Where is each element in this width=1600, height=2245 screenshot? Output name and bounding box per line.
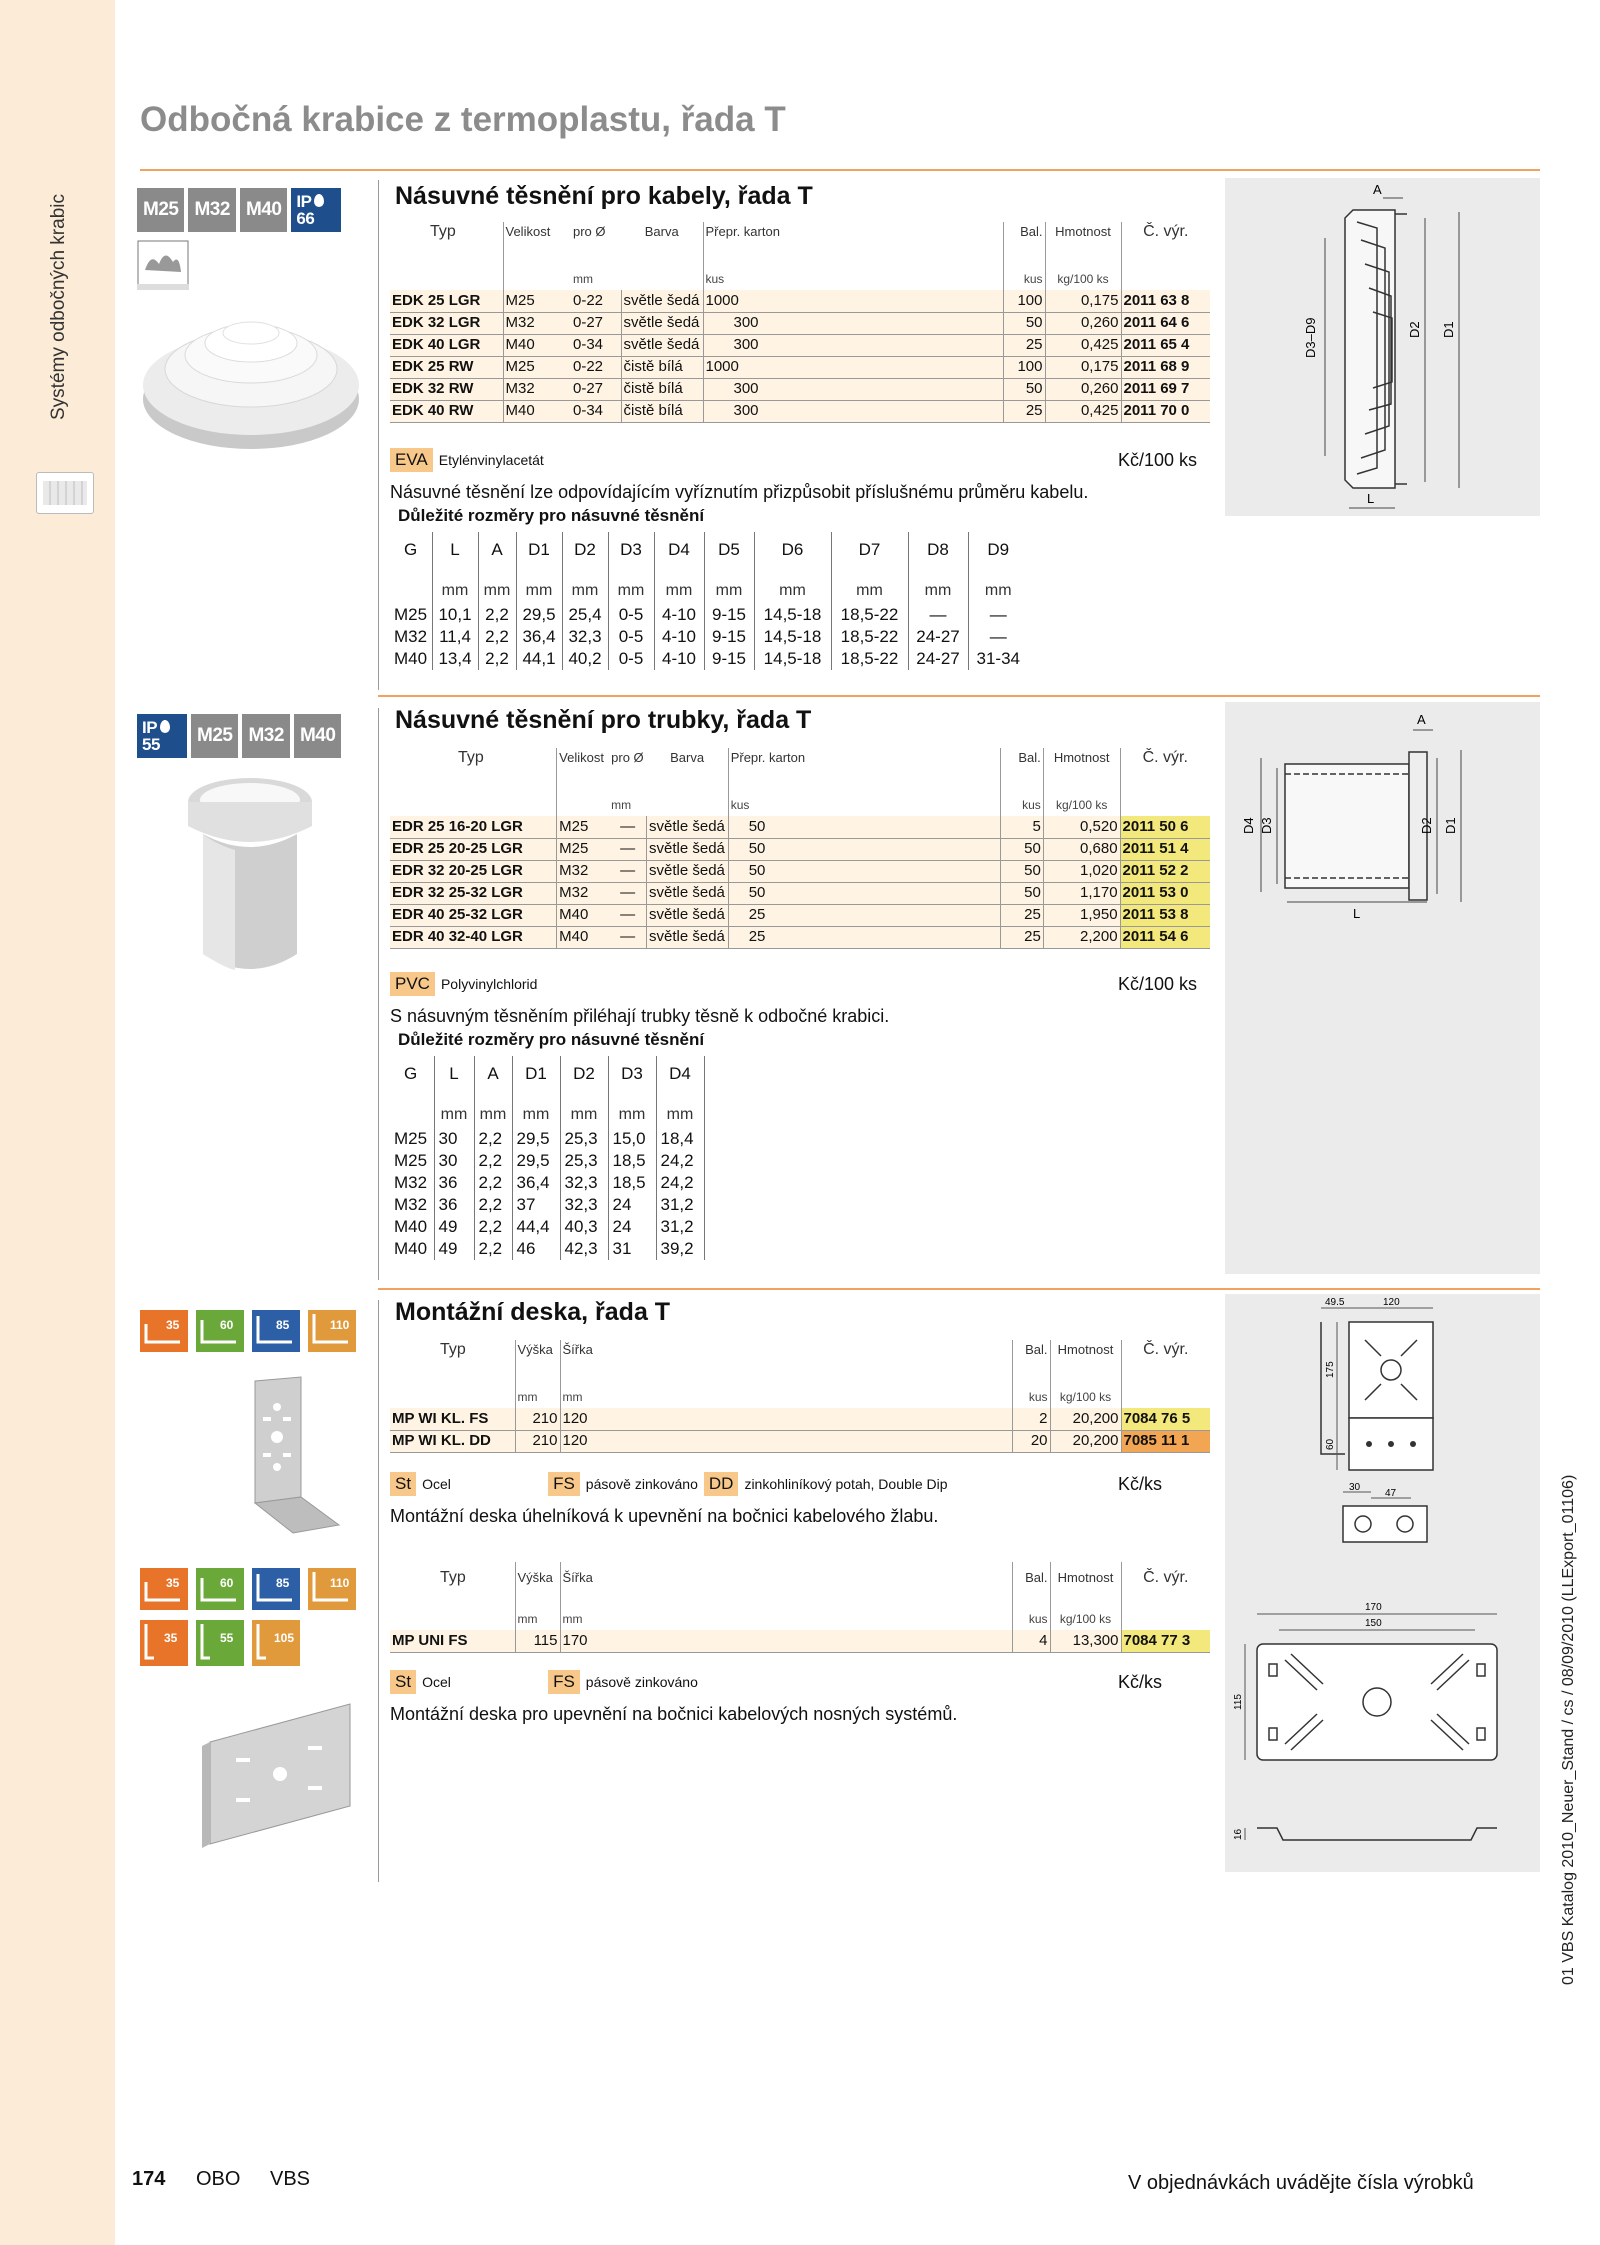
drop-icon — [160, 720, 170, 733]
pipe-seal-table: Typ Velikost pro Ø Barva Přepr. karton Bal. Hmotnost Č. výr. mm kus kus kg/100 ks EDR 25 16-20 LGR M25 — světle šedá 50 5 0,520 2011 50 6 EDR 25 20-25 LGR M25 — světle šedá 50 50 0,680 2011 51 4 EDR 32 20-25 LGR M32 — světle šedá 50 50 1,020 2011 52 2 EDR 32 25-32 LGR M32 — světle šedá 50 50 1,170 2011 53 0 EDR 40 25-32 LGR M40 — světle šedá 25 25 1,950 2011 53 8 EDR 40 32-40 LGR M40 — světle šedá 25 25 2,200 2011 54 6 — [390, 748, 1210, 949]
svg-text:D2: D2 — [1419, 817, 1434, 834]
technical-drawing — [1225, 702, 1540, 1274]
dims-row: M32 36 2,2 36,4 32,3 18,5 24,2 — [390, 1172, 704, 1194]
table-row: EDR 32 20-25 LGR M32 — světle šedá 50 50 1,020 2011 52 2 — [390, 860, 1210, 882]
svg-text:D3: D3 — [1259, 817, 1274, 834]
badge-m32: M32 — [188, 188, 235, 232]
section-rule — [378, 1288, 1540, 1290]
product-note: Montážní deska pro upevnění na bočnici kabelových nosných systémů. — [390, 1704, 958, 1724]
material-tag: St — [390, 1472, 416, 1496]
material-tag: DD — [704, 1472, 739, 1496]
svg-text:35: 35 — [164, 1631, 178, 1645]
dims-row: M25 30 2,2 29,5 25,3 15,0 18,4 — [390, 1128, 704, 1150]
page-title: Odbočná krabice z termoplastu, řada T — [140, 100, 786, 139]
svg-text:D2: D2 — [1407, 321, 1422, 338]
title-rule — [140, 169, 1540, 171]
svg-text:175: 175 — [1325, 1361, 1336, 1378]
svg-text:55: 55 — [220, 1631, 234, 1645]
tray-size-icons — [140, 1562, 358, 1672]
badge-m32: M32 — [242, 714, 289, 758]
svg-text:110: 110 — [330, 1318, 350, 1332]
table-row: EDR 25 20-25 LGR M25 — světle šedá 50 50 0,680 2011 51 4 — [390, 838, 1210, 860]
dims-row: M40 13,4 2,2 44,1 40,2 0-5 4-10 9-15 14,5-18 18,5-22 24-27 31-34 — [390, 648, 1028, 670]
svg-text:105: 105 — [274, 1631, 295, 1645]
table-row: MP WI KL. FS 210 120 2 20,200 7084 76 5 — [390, 1408, 1210, 1430]
svg-text:35: 35 — [166, 1576, 180, 1590]
material-tag: FS — [548, 1472, 580, 1496]
uni-plate-image — [200, 1702, 360, 1852]
table-row: EDR 40 32-40 LGR M40 — světle šedá 25 25 2,200 2011 54 6 — [390, 926, 1210, 948]
svg-text:47: 47 — [1385, 1488, 1397, 1499]
table-row: EDK 32 LGR M32 0-27 světle šedá 300 50 0,260 2011 64 6 — [390, 312, 1210, 334]
svg-text:30: 30 — [1349, 1482, 1361, 1493]
svg-text:60: 60 — [220, 1318, 234, 1332]
dims-row: M32 36 2,2 37 32,3 24 31,2 — [390, 1194, 704, 1216]
dims-row: M25 30 2,2 29,5 25,3 18,5 24,2 — [390, 1150, 704, 1172]
svg-text:150: 150 — [1365, 1618, 1382, 1629]
drop-icon — [314, 194, 324, 207]
svg-text:D1: D1 — [1441, 321, 1456, 338]
dims-table: G L A D1 D2 D3 D4 mm mm mm mm mm mm M25 30 2,2 29,5 25,3 15,0 18,4 M25 30 2,2 29,5 25,3 18,5 24,2 M32 36 2,2 36,4 32,3 18,5 24,2 M32 36 2,2 37 32,3 24 31,2 M40 49 2,2 44,4 40,3 24 31,2 M40 49 2,2 46 42,3 31 39,2 — [390, 1056, 705, 1260]
material-legend: EVA Etylénvinylacetát — [390, 448, 544, 472]
badge-group — [137, 188, 341, 232]
table-row: EDK 40 RW M40 0-34 čistě bílá 300 25 0,425 2011 70 0 — [390, 400, 1210, 422]
halogen-free-icon — [137, 240, 189, 290]
badge-m25: M25 — [137, 188, 184, 232]
table-row: MP UNI FS 115 170 4 13,300 7084 77 3 — [390, 1630, 1210, 1652]
svg-text:85: 85 — [276, 1576, 290, 1590]
svg-text:16: 16 — [1233, 1828, 1244, 1840]
vertical-note: 01 VBS Katalog 2010_Neuer_Stand / cs / 08/09/2010 (LLExport_01106) — [1560, 1474, 1577, 1985]
dims-title: Důležité rozměry pro násuvné těsnění — [398, 1030, 705, 1049]
svg-text:L: L — [1353, 906, 1361, 921]
table-row: EDR 25 16-20 LGR M25 — světle šedá 50 5 0,520 2011 50 6 — [390, 816, 1210, 838]
svg-text:85: 85 — [276, 1318, 290, 1332]
svg-text:120: 120 — [1383, 1297, 1400, 1308]
table-row: MP WI KL. DD 210 120 20 20,200 7085 11 1 — [390, 1430, 1210, 1452]
product-note: S násuvným těsněním přiléhají trubky těsně k odbočné krabici. — [390, 1006, 890, 1026]
dims-row: M40 49 2,2 44,4 40,3 24 31,2 — [390, 1216, 704, 1238]
cable-seal-table: Typ Velikost pro Ø Barva Přepr. karton Bal. Hmotnost Č. výr. mm kus kus kg/100 ks EDK 25 LGR M25 0-22 světle šedá 1000 100 0,175 2011 63 8 EDK 32 LGR M32 0-27 světle šedá 300 50 0,260 2011 64 6 EDK 40 LGR M40 0-34 světle šedá 300 25 0,425 2011 65 4 EDK 25 RW M25 0-22 čistě bílá 1000 100 0,175 2011 68 9 EDK 32 RW M32 0-27 čistě bílá 300 50 0,260 2011 69 7 EDK 40 RW M40 0-34 čistě bílá 300 25 0,425 2011 70 0 — [390, 222, 1210, 423]
svg-text:D4: D4 — [1241, 817, 1256, 834]
section-pipe-seals — [140, 700, 1540, 1280]
badge-ip66: IP 66 — [291, 188, 341, 232]
dims-table: G L A D1 D2 D3 D4 D5 D6 D7 D8 D9 mm mm mm mm mm mm mm mm mm mm mm M25 10,1 2,2 29,5 25,4 0-5 4-10 9-15 14,5-18 18,5-22 — — M32 11,4 2,2 36,4 32,3 0-5 4-10 9-15 14,5-18 18,5-22 24-27 — M40 13,4 2,2 44,1 40,2 0-5 4-10 9-15 14,5-18 18,5-22 24-27 31-34 — [390, 532, 1028, 670]
price-unit: Kč/ks — [1118, 1672, 1163, 1692]
table-row: EDR 32 25-32 LGR M32 — světle šedá 50 50 1,170 2011 53 0 — [390, 882, 1210, 904]
pipe-seal-image — [185, 774, 315, 980]
cable-seal-image — [140, 307, 362, 457]
material-tag: St — [390, 1670, 416, 1694]
svg-text:A: A — [1417, 712, 1426, 727]
material-legend: St Ocel FS pásově zinkováno DD zinkohliníkový potah, Double Dip — [390, 1472, 948, 1496]
svg-text:60: 60 — [1325, 1438, 1336, 1450]
section-title: Montážní deska, řada T — [395, 1298, 671, 1326]
table-row: EDK 25 RW M25 0-22 čistě bílá 1000 100 0,175 2011 68 9 — [390, 356, 1210, 378]
table-row: EDK 40 LGR M40 0-34 světle šedá 300 25 0,425 2011 65 4 — [390, 334, 1210, 356]
svg-text:A: A — [1373, 182, 1382, 197]
section-rule — [378, 695, 1540, 697]
material-tag: EVA — [390, 448, 433, 472]
dims-row: M40 49 2,2 46 42,3 31 39,2 — [390, 1238, 704, 1260]
material-tag: FS — [548, 1670, 580, 1694]
mounting-plate-image — [215, 1377, 345, 1557]
price-unit: Kč/100 ks — [1118, 450, 1198, 470]
table-row: EDR 40 25-32 LGR M40 — světle šedá 25 25 1,950 2011 53 8 — [390, 904, 1210, 926]
svg-text:D1: D1 — [1443, 817, 1458, 834]
price-unit: Kč/ks — [1118, 1474, 1163, 1494]
footer-brand: OBO — [196, 2168, 241, 2190]
badge-m40: M40 — [240, 188, 287, 232]
svg-text:60: 60 — [220, 1576, 234, 1590]
mounting-plate-table: Typ Výška Šířka Bal. Hmotnost Č. výr. mm mm kus kg/100 ks MP WI KL. FS 210 120 2 20,200 7084 76 5 MP WI KL. DD 210 120 20 20,200 7085 11 1 — [390, 1340, 1210, 1453]
svg-text:L: L — [1367, 491, 1375, 506]
badge-group — [137, 714, 341, 758]
section-divider — [378, 708, 379, 1280]
material-legend: St Ocel FS pásově zinkováno — [390, 1670, 698, 1694]
table-row: EDK 32 RW M32 0-27 čistě bílá 300 50 0,260 2011 69 7 — [390, 378, 1210, 400]
side-box-icon — [36, 472, 94, 514]
section-title: Násuvné těsnění pro kabely, řada T — [395, 182, 813, 210]
svg-text:35: 35 — [166, 1318, 180, 1332]
badge-ip55: IP 55 — [137, 714, 187, 758]
section-divider — [378, 180, 379, 690]
svg-text:D3–D9: D3–D9 — [1303, 317, 1318, 358]
price-unit: Kč/100 ks — [1118, 974, 1198, 994]
footer-note: V objednávkách uvádějte čísla výrobků — [1128, 2172, 1474, 2194]
technical-drawing — [1225, 178, 1540, 516]
badge-m25: M25 — [191, 714, 238, 758]
svg-text:115: 115 — [1233, 1694, 1244, 1710]
svg-text:170: 170 — [1365, 1602, 1382, 1613]
page-number: 174 — [132, 2168, 166, 2190]
dims-title: Důležité rozměry pro násuvné těsnění — [398, 506, 705, 525]
footer-brand: VBS — [270, 2168, 311, 2190]
section-cable-seals — [140, 172, 1540, 692]
badge-m40: M40 — [294, 714, 341, 758]
side-label: Systémy odbočných krabic — [48, 194, 69, 420]
section-title: Násuvné těsnění pro trubky, řada T — [395, 706, 812, 734]
svg-text:110: 110 — [330, 1576, 350, 1590]
svg-text:49.5: 49.5 — [1325, 1297, 1345, 1308]
tray-size-icons — [140, 1304, 358, 1358]
dims-row: M32 11,4 2,2 36,4 32,3 0-5 4-10 9-15 14,5-18 18,5-22 24-27 — — [390, 626, 1028, 648]
dims-row: M25 10,1 2,2 29,5 25,4 0-5 4-10 9-15 14,5-18 18,5-22 — — — [390, 604, 1028, 626]
section-uni-plate — [140, 1562, 1540, 1892]
table-row: EDK 25 LGR M25 0-22 světle šedá 1000 100 0,175 2011 63 8 — [390, 290, 1210, 312]
material-tag: PVC — [390, 972, 435, 996]
product-note: Násuvné těsnění lze odpovídajícím vyříznutím přizpůsobit příslušnému průměru kabelu. — [390, 482, 1089, 502]
product-note: Montážní deska úhelníková k upevnění na bočnici kabelového žlabu. — [390, 1506, 939, 1526]
uni-plate-table: Typ Výška Šířka Bal. Hmotnost Č. výr. mm mm kus kg/100 ks MP UNI FS 115 170 4 13,300 7084 77 3 — [390, 1562, 1210, 1653]
material-legend: PVC Polyvinylchlorid — [390, 972, 537, 996]
